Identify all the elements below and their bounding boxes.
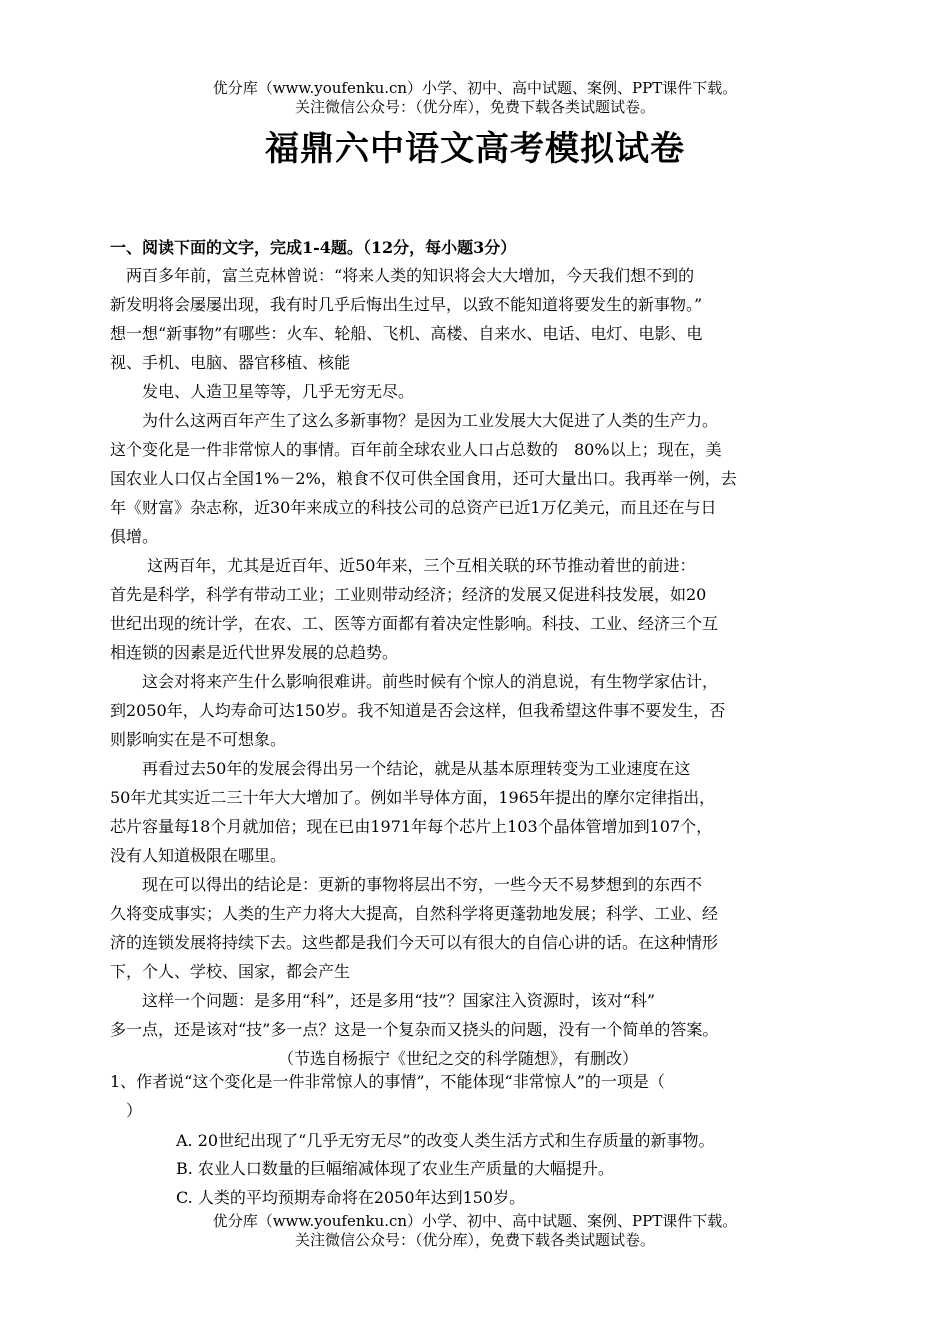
passage-line: 没有人知道极限在哪里。 [110, 846, 287, 865]
passage-line: 新发明将会屡屡出现，我有时几乎后悔出生过早，以致不能知道将要发生的新事物。” [110, 295, 703, 314]
passage-line: 俱增。 [110, 527, 159, 546]
passage-line: 两百多年前，富兰克林曾说：“将来人类的知识将会大大增加，今天我们想不到的 [110, 266, 695, 285]
passage-line: 年《财富》杂志称，近30年来成立的科技公司的总资产已近1万亿美元，而且还在与日 [110, 498, 717, 517]
passage-line: 首先是科学，科学有带动工业；工业则带动经济；经济的发展又促进科技发展，如20 [110, 585, 707, 604]
question-1-stem-bracket: ） [110, 1101, 143, 1120]
section-heading: 一、阅读下面的文字，完成1-4题。（12分，每小题3分） [110, 238, 517, 257]
passage-line: 这样一个问题：是多用“科”，还是多用“技”？国家注入资源时，该对“科” [110, 991, 656, 1010]
footer-line-1: 优分库（www.youfenku.cn）小学、初中、高中试题、案例、PPT课件下载。 [212, 1212, 738, 1230]
passage-line: 这会对将来产生什么影响很难讲。前些时候有个惊人的消息说，有生物学家估计， [110, 672, 719, 691]
page-title: 福鼎六中语文高考模拟试卷 [265, 129, 685, 169]
footer-line-2: 关注微信公众号：（优分库），免费下载各类试题试卷。 [294, 1231, 655, 1249]
passage-line: 50年尤其实近二三十年大大增加了。例如半导体方面，1965年提出的摩尔定律指出， [110, 788, 716, 807]
passage-line: 现在可以得出的结论是：更新的事物将层出不穷，一些今天不易梦想到的东西不 [110, 875, 703, 894]
question-1-option-b: B. 农业人口数量的巨幅缩减体现了农业生产质量的大幅提升。 [176, 1159, 614, 1178]
passage-line: （节选自杨振宁《世纪之交的科学随想》，有删改） [110, 1049, 639, 1068]
passage-line: 济的连锁发展将持续下去。这些都是我们今天可以有很大的自信心讲的话。在这种情形 [110, 933, 719, 952]
passage-line: 再看过去50年的发展会得出另一个结论，就是从基本原理转变为工业速度在这 [110, 759, 691, 778]
header-line-2: 关注微信公众号：（优分库），免费下载各类试题试卷。 [294, 98, 655, 116]
passage-line: 相连锁的因素是近代世界发展的总趋势。 [110, 643, 399, 662]
question-1-option-a: A. 20世纪出现了“几乎无穷无尽”的改变人类生活方式和生存质量的新事物。 [176, 1131, 715, 1150]
passage-line: 多一点，还是该对“技”多一点？这是一个复杂而又挠头的问题，没有一个简单的答案。 [110, 1020, 719, 1039]
question-1-stem: 1、作者说“这个变化是一件非常惊人的事情”，不能体现“非常惊人”的一项是（ [110, 1072, 665, 1091]
passage-line: 下，个人、学校、国家，都会产生 [110, 962, 351, 981]
passage-line: 芯片容量每18个月就加倍；现在已由1971年每个芯片上103个晶体管增加到107个， [110, 817, 713, 836]
passage-line: 想一想“新事物”有哪些：火车、轮船、飞机、高楼、自来水、电话、电灯、电影、电 [110, 324, 703, 343]
passage-line: 发电、人造卫星等等，几乎无穷无尽。 [110, 382, 415, 401]
passage-line: 世纪出现的统计学，在农、工、医等方面都有着决定性影响。科技、工业、经济三个互 [110, 614, 719, 633]
passage-line: 这个变化是一件非常惊人的事情。百年前全球农业人口占总数的 80%以上；现在，美 [110, 440, 722, 459]
passage-line: 久将变成事实；人类的生产力将大大提高，自然科学将更蓬勃地发展；科学、工业、经 [110, 904, 719, 923]
passage-line: 则影响实在是不可想象。 [110, 730, 287, 749]
question-1-option-c: C. 人类的平均预期寿命将在2050年达到150岁。 [176, 1188, 526, 1207]
passage-line: 国农业人口仅占全国1%－2%，粮食不仅可供全国食用，还可大量出口。我再举一例，去 [110, 469, 737, 488]
header-line-1: 优分库（www.youfenku.cn）小学、初中、高中试题、案例、PPT课件下载。 [212, 79, 738, 97]
passage-line: 为什么这两百年产生了这么多新事物？是因为工业发展大大促进了人类的生产力。 [110, 411, 719, 430]
passage-line: 到2050年，人均寿命可达150岁。我不知道是否会这样，但我希望这件事不要发生，否 [110, 701, 726, 720]
passage [110, 261, 852, 1073]
passage-line: 视、手机、电脑、器官移植、核能 [110, 353, 351, 372]
passage-line: 这两百年，尤其是近百年、近50年来，三个互相关联的环节推动着世的前进： [110, 556, 696, 575]
